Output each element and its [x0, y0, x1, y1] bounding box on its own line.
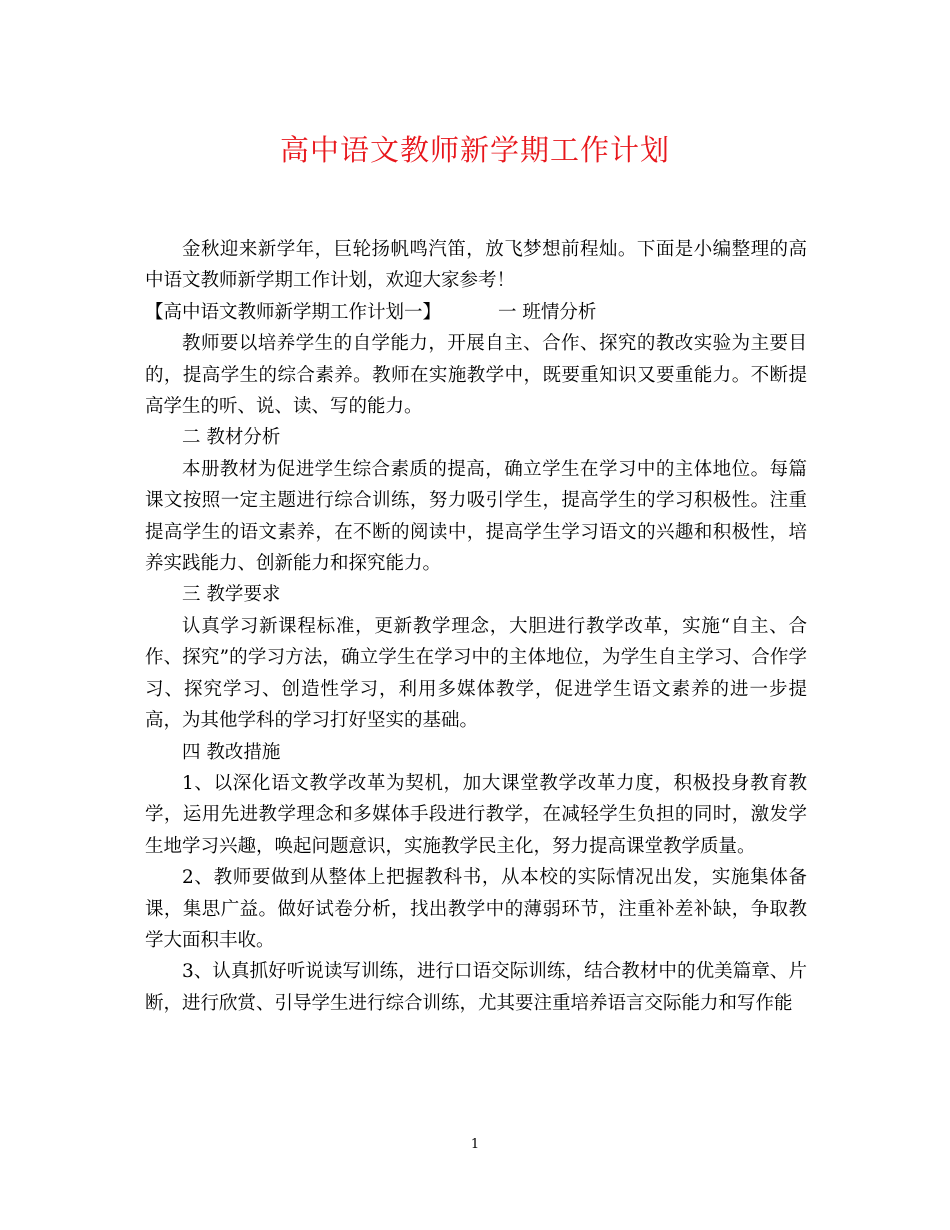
section2-paragraph: 本册教材为促进学生综合素质的提高，确立学生在学习中的主体地位。每篇课文按照一定主题进行综合训练，努力吸引学生，提高学生的学习积极性。注重提高学生的语文素养，在不断的阅读中，提高学生学习语文的兴趣和积极性，培养实践能力、创新能力和探究能力。 [145, 458, 807, 575]
measure-2-paragraph: 2、教师要做到从整体上把握教科书，从本校的实际情况出发，实施集体备课，集思广益。做好试卷分析，找出教学中的薄弱环节，注重补差补缺，争取教学大面积丰收。 [145, 867, 807, 951]
section3-paragraph: 认真学习新课程标准，更新教学理念，大胆进行教学改革，实施“自主、合作、探究”的学习方法，确立学生在学习中的主体地位，为学生自主学习、合作学习、探究学习、创造性学习，利用多媒体教学，促进学生语文素养的进一步提高，为其他学科的学习打好坚实的基础。 [145, 615, 807, 732]
plan-label: 【高中语文教师新学期工作计划一】 [145, 301, 442, 323]
plan-heading-line [145, 297, 807, 328]
section1-heading: 一 班情分析 [498, 301, 597, 323]
document-title: 高中语文教师新学期工作计划 [279, 133, 670, 167]
intro-paragraph: 金秋迎来新学年，巨轮扬帆鸣汽笛，放飞梦想前程灿。下面是小编整理的高中语文教师新学期工作计划，欢迎大家参考！ [145, 239, 807, 292]
measure-3-paragraph: 3、认真抓好听说读写训练，进行口语交际训练，结合教材中的优美篇章、片断，进行欣赏、引导学生进行综合训练，尤其要注重培养语言交际能力和写作能 [145, 961, 807, 1014]
section2-heading: 二 教材分析 [182, 427, 281, 449]
page-number: 1 [470, 1137, 480, 1152]
document-body [145, 234, 807, 1019]
section3-heading: 三 教学要求 [182, 584, 281, 606]
measure-1-paragraph: 1、以深化语文教学改革为契机，加大课堂教学改革力度，积极投身教育教学，运用先进教学理念和多媒体手段进行教学，在减轻学生负担的同时，激发学生地学习兴趣，唤起问题意识，实施教学民主化，努力提高课堂教学质量。 [145, 772, 807, 857]
section1-paragraph: 教师要以培养学生的自学能力，开展自主、合作、探究的教改实验为主要目的，提高学生的综合素养。教师在实施教学中，既要重知识又要重能力。不断提高学生的听、说、读、写的能力。 [145, 333, 807, 418]
section4-heading: 四 教改措施 [182, 741, 281, 763]
